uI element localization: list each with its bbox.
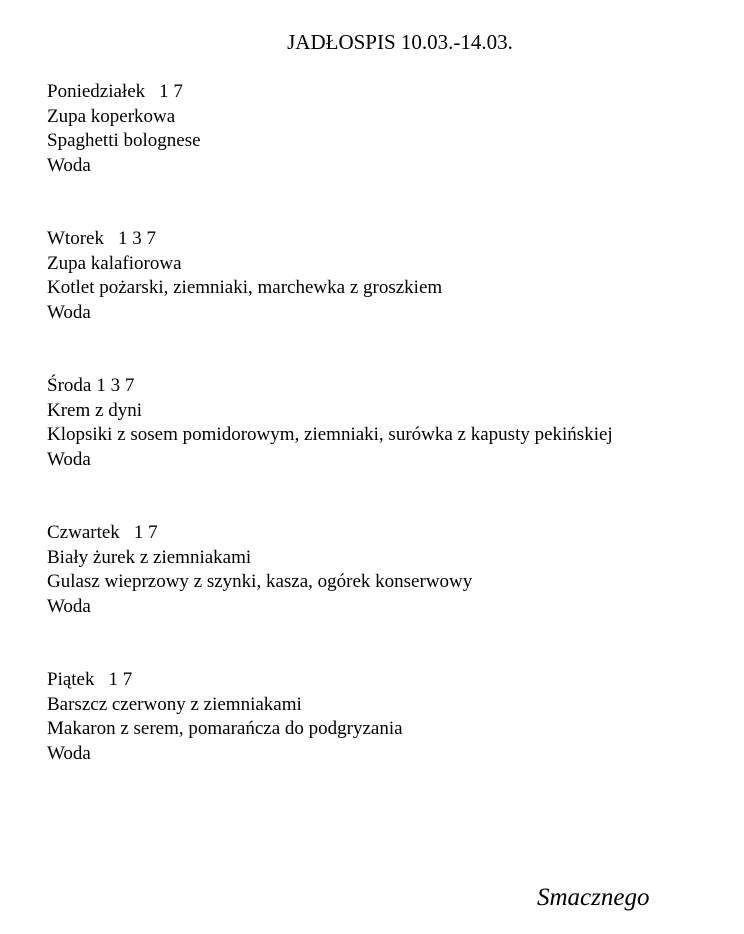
drink-item: Woda (47, 742, 91, 764)
drink-item: Woda (47, 154, 91, 176)
day-wednesday (47, 374, 737, 521)
day-name: Piątek (47, 669, 95, 690)
day-heading (47, 227, 737, 252)
day-name: Wtorek (47, 228, 104, 249)
allergen-codes: 1 3 7 (96, 375, 135, 396)
menu-title: JADŁOSPIS 10.03.-14.03. (287, 30, 513, 54)
day-monday (47, 80, 737, 227)
day-heading (47, 374, 737, 399)
allergen-codes: 1 7 (108, 669, 133, 690)
drink-item: Woda (47, 301, 91, 323)
drink-item: Woda (47, 448, 91, 470)
closing-greeting: Smacznego (537, 884, 650, 911)
day-heading (47, 80, 737, 105)
main-course-item: Gulasz wieprzowy z szynki, kasza, ogórek konserwowy (47, 571, 473, 592)
allergen-codes: 1 7 (159, 81, 183, 102)
menu-days (47, 80, 737, 815)
day-name: Poniedziałek (47, 81, 146, 102)
day-thursday (47, 521, 737, 668)
day-tuesday (47, 227, 737, 374)
soup-item: Zupa kalafiorowa (47, 252, 182, 274)
main-course-item: Klopsiki z sosem pomidorowym, ziemniaki, surówka z kapusty pekińskiej (47, 424, 613, 445)
main-course-item: Spaghetti bolognese (47, 130, 201, 151)
day-heading (47, 668, 737, 693)
main-course-item: Kotlet pożarski, ziemniaki, marchewka z groszkiem (47, 277, 443, 298)
day-friday (47, 668, 737, 815)
day-heading (47, 521, 737, 546)
allergen-codes: 1 3 7 (117, 228, 156, 249)
main-course-item: Makaron z serem, pomarańcza do podgryzania (47, 718, 403, 739)
soup-item: Krem z dyni (47, 399, 142, 421)
soup-item: Biały żurek z ziemniakami (47, 546, 252, 568)
allergen-codes: 1 7 (133, 522, 158, 543)
soup-item: Zupa koperkowa (47, 105, 176, 127)
drink-item: Woda (47, 595, 91, 617)
day-name: Czwartek (47, 522, 120, 543)
soup-item: Barszcz czerwony z ziemniakami (47, 693, 302, 715)
day-name: Środa (47, 375, 92, 396)
